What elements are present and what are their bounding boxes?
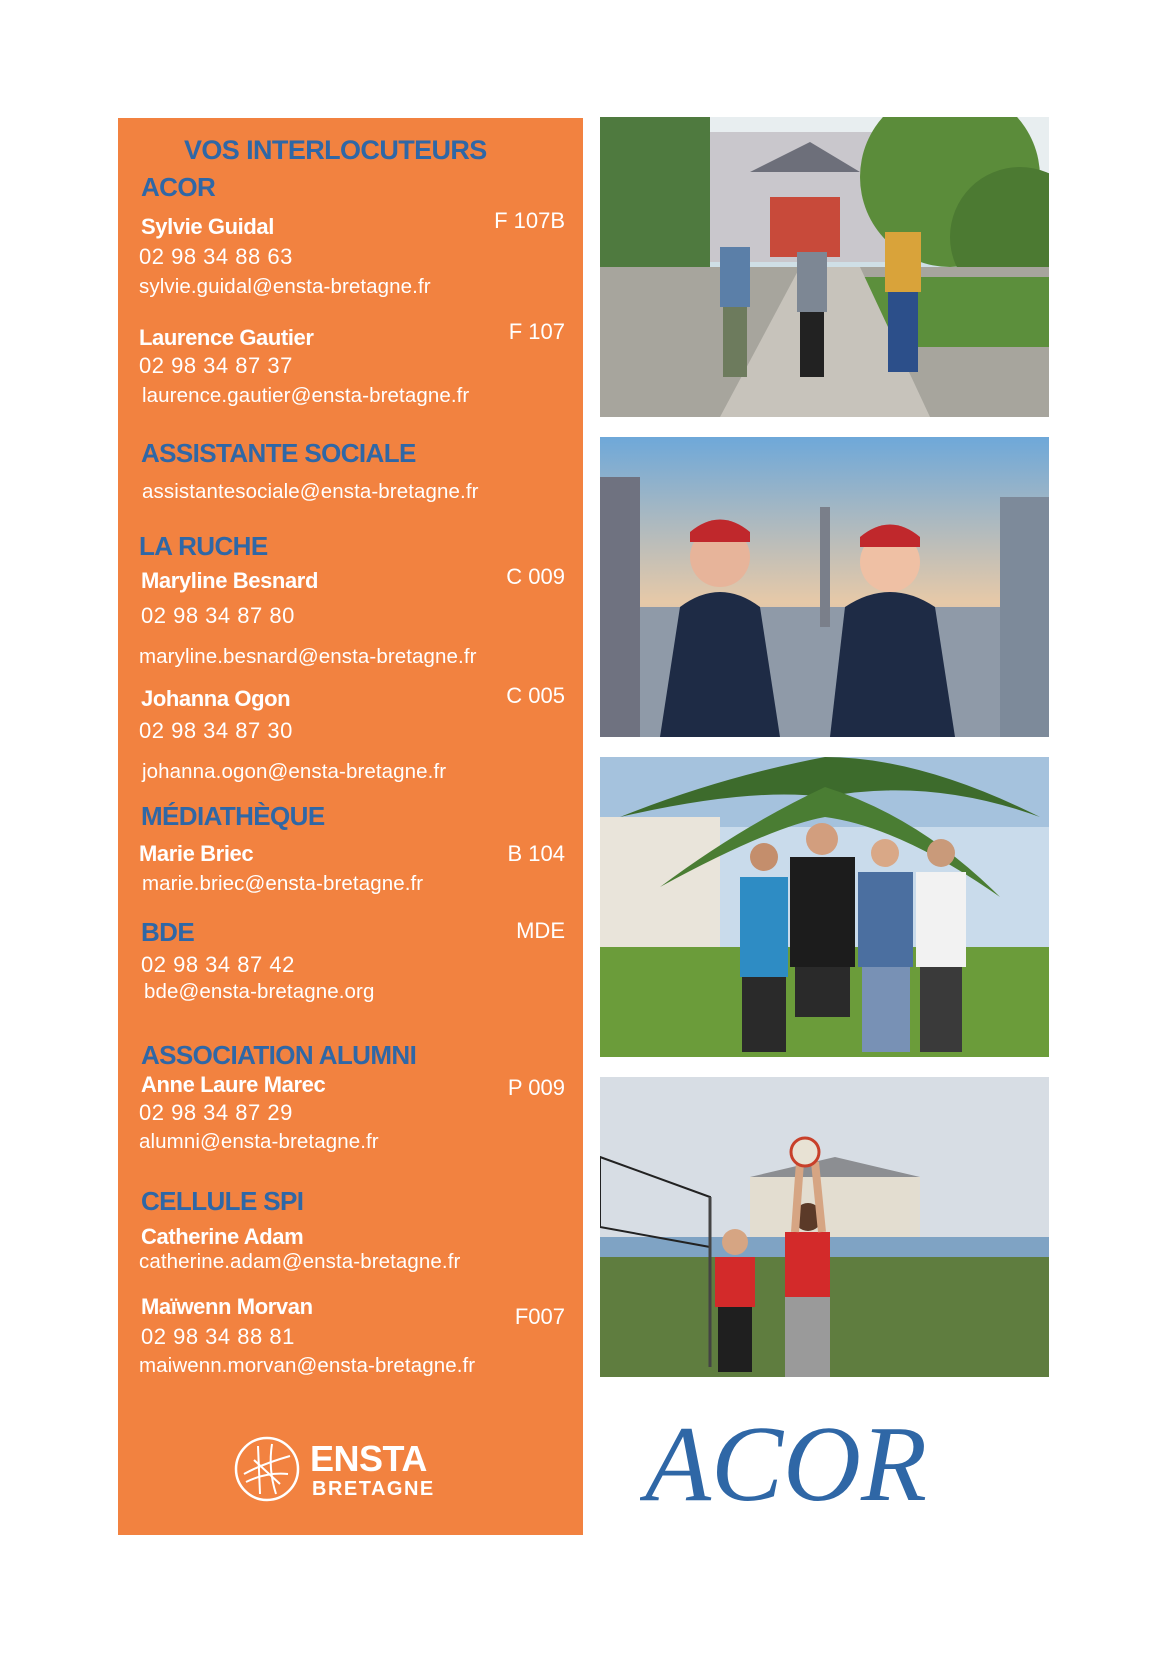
ensta-bretagne-logo	[232, 1434, 452, 1504]
contact-email[interactable]: sylvie.guidal@ensta-bretagne.fr	[139, 275, 431, 298]
contact-phone: 02 98 34 88 81	[141, 1324, 295, 1349]
contact-name: Johanna Ogon	[141, 686, 291, 711]
contacts-panel	[118, 118, 583, 1535]
contact-name: Catherine Adam	[141, 1224, 304, 1249]
contact-phone: 02 98 34 88 63	[139, 244, 293, 269]
photo-volleyball	[600, 1077, 1049, 1377]
ensta-emblem-icon	[232, 1434, 302, 1504]
acor-text: ACOR	[645, 1405, 927, 1520]
ensta-wordmark: ENSTA	[310, 1438, 427, 1479]
photo-new-york-duo	[600, 437, 1049, 737]
contact-room: F 107	[508, 319, 565, 344]
contact-name: Sylvie Guidal	[141, 214, 274, 239]
contact-name: Laurence Gautier	[139, 325, 314, 350]
contact-email[interactable]: johanna.ogon@ensta-bretagne.fr	[142, 760, 447, 783]
acor-wordmark	[640, 1400, 1010, 1520]
page-heading: VOS INTERLOCUTEURS	[184, 135, 487, 165]
contact-email[interactable]: maiwenn.morvan@ensta-bretagne.fr	[139, 1354, 476, 1377]
contact-email[interactable]: catherine.adam@ensta-bretagne.fr	[139, 1250, 461, 1273]
photo-campus-walk	[600, 117, 1049, 417]
contact-room: P 009	[507, 1075, 565, 1100]
acor-logo	[640, 1400, 1010, 1520]
section-title-bde: BDE	[141, 917, 195, 947]
photo-group-palm-tree	[600, 757, 1049, 1057]
contact-phone: 02 98 34 87 37	[139, 353, 293, 378]
contact-phone: 02 98 34 87 80	[141, 603, 295, 628]
contact-email[interactable]: alumni@ensta-bretagne.fr	[139, 1130, 379, 1153]
contact-room: MDE	[516, 918, 565, 943]
section-title-alumni: ASSOCIATION ALUMNI	[141, 1040, 417, 1070]
contact-name: Maïwenn Morvan	[141, 1294, 313, 1319]
contact-name: Maryline Besnard	[141, 568, 319, 593]
contact-name: Anne Laure Marec	[141, 1072, 326, 1097]
contact-room: F 107B	[494, 208, 565, 233]
contact-email[interactable]: marie.briec@ensta-bretagne.fr	[142, 872, 424, 895]
contact-name: Marie Briec	[139, 841, 254, 866]
section-title-ruche: LA RUCHE	[139, 531, 268, 561]
contact-room: C 005	[506, 683, 565, 708]
contact-room: F007	[514, 1304, 565, 1329]
contact-email[interactable]: laurence.gautier@ensta-bretagne.fr	[142, 384, 470, 407]
contact-email[interactable]: maryline.besnard@ensta-bretagne.fr	[139, 645, 477, 668]
contact-phone: 02 98 34 87 29	[139, 1100, 293, 1125]
contact-room: B 104	[507, 841, 565, 866]
section-title-acor: ACOR	[141, 172, 216, 202]
bretagne-wordmark: BRETAGNE	[312, 1478, 435, 1500]
contact-phone: 02 98 34 87 30	[139, 718, 293, 743]
contact-room: C 009	[506, 564, 565, 589]
section-title-social: ASSISTANTE SOCIALE	[141, 438, 416, 468]
section-title-spi: CELLULE SPI	[141, 1186, 304, 1216]
contact-email[interactable]: assistantesociale@ensta-bretagne.fr	[142, 480, 479, 503]
contact-email[interactable]: bde@ensta-bretagne.org	[144, 980, 375, 1003]
contact-phone: 02 98 34 87 42	[141, 952, 295, 977]
section-title-mediatheque: MÉDIATHÈQUE	[141, 801, 325, 831]
